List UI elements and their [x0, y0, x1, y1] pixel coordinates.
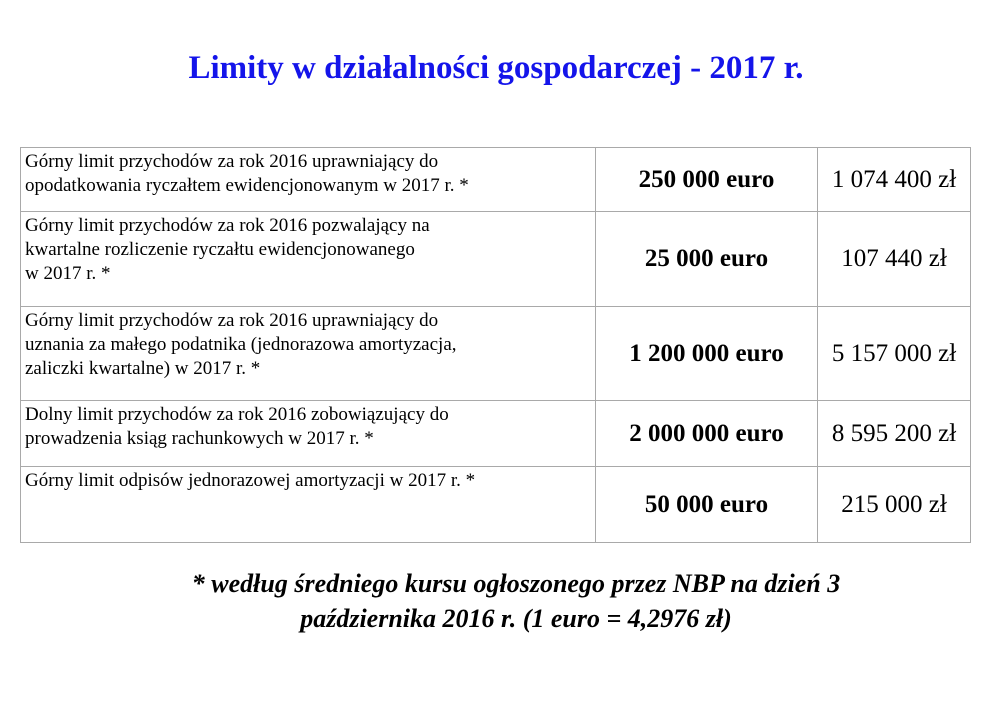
limit-euro-value: 1 200 000 euro — [596, 307, 818, 401]
table-row — [21, 467, 971, 543]
limit-description: Górny limit odpisów jednorazowej amortyzacji w 2017 r. * — [21, 467, 596, 543]
limit-description: Górny limit przychodów za rok 2016 uprawniający do opodatkowania ryczałtem ewidencjonowanym w 2017 r. * — [21, 148, 596, 212]
limit-pln-value: 8 595 200 zł — [818, 401, 971, 467]
table-row — [21, 148, 971, 212]
limits-table — [20, 147, 971, 543]
page-title: Limity w działalności gospodarczej - 2017 r. — [188, 50, 804, 86]
limit-pln-value: 5 157 000 zł — [818, 307, 971, 401]
table-row — [21, 212, 971, 307]
limit-description: Dolny limit przychodów za rok 2016 zobowiązujący do prowadzenia ksiąg rachunkowych w 2017 r. * — [21, 401, 596, 467]
table-row — [21, 401, 971, 467]
limit-euro-value: 25 000 euro — [596, 212, 818, 307]
limit-pln-value: 1 074 400 zł — [818, 148, 971, 212]
limit-pln-value: 215 000 zł — [818, 467, 971, 543]
footnote-line-2: października 2016 r. (1 euro = 4,2976 zł) — [300, 604, 732, 633]
limit-pln-value: 107 440 zł — [818, 212, 971, 307]
table-row — [21, 307, 971, 401]
limit-euro-value: 250 000 euro — [596, 148, 818, 212]
limit-euro-value: 2 000 000 euro — [596, 401, 818, 467]
limit-description: Górny limit przychodów za rok 2016 uprawniający do uznania za małego podatnika (jednorazowa amortyzacja, zaliczki kwartalne) w 2017 r. * — [21, 307, 596, 401]
limit-description: Górny limit przychodów za rok 2016 pozwalający na kwartalne rozliczenie ryczałtu ewidencjonowanego w 2017 r. * — [21, 212, 596, 307]
exchange-rate-footnote — [90, 566, 942, 636]
footnote-line-1: * według średniego kursu ogłoszonego przez NBP na dzień 3 — [191, 569, 841, 598]
limit-euro-value: 50 000 euro — [596, 467, 818, 543]
